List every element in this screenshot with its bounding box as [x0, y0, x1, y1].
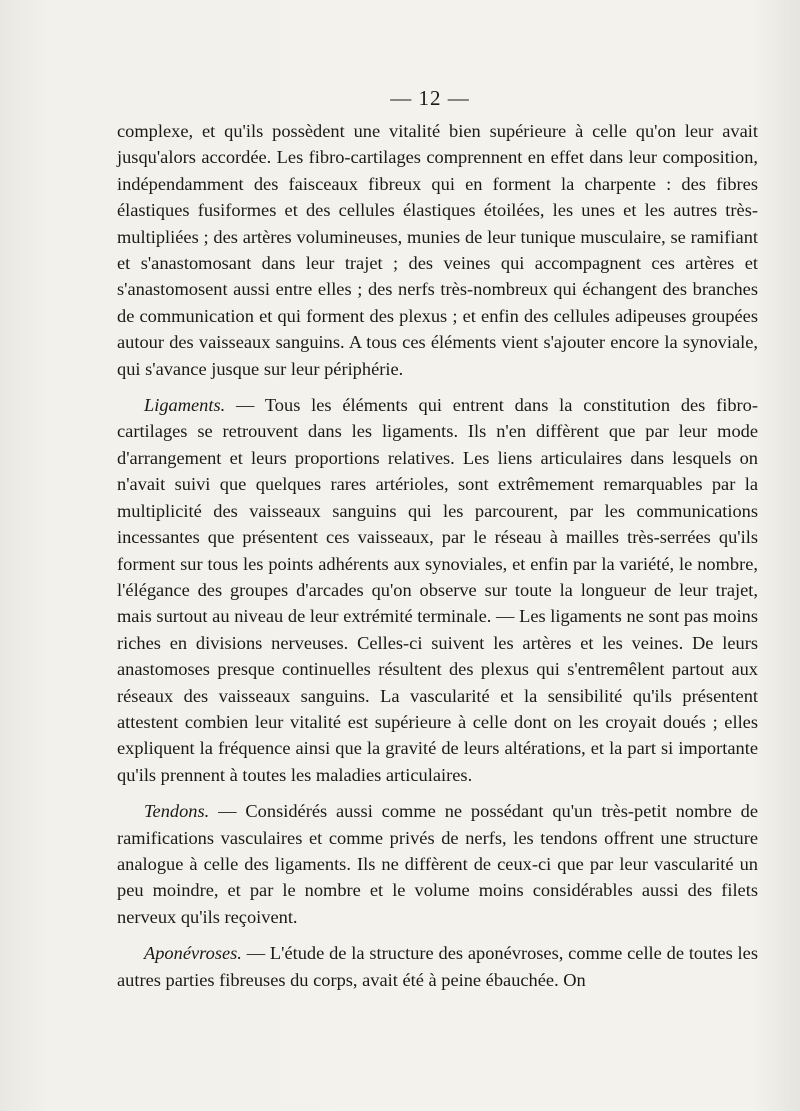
section-heading-aponevroses: Aponévroses.	[144, 943, 242, 964]
paragraph-text: — Tous les éléments qui entrent dans la constitution des fibro-cartilages se retrouvent dans les ligaments. Ils n'en diffèrent que par leur mode d'arrangement et leurs proportions relatives. Les liens articulaires dans lesquels on n'avait suivi que quelques rares artérioles, sont extrêmement remarquables par la multiplicité des vaisseaux sanguins qui les parcourent, par les communications incessantes que présentent ces vaisseaux, par le réseau à mailles très-serrées qu'ils forment sur tous les points adhérents aux synoviales, et enfin par la variété, le nombre, l'élégance des groupes d'arcades qu'on observe sur toute la longueur de leur trajet, mais surtout au niveau de leur extrémité terminale. — Les ligaments ne sont pas moins riches en divisions nerveuses. Celles-ci suivent les artères et les veines. De leurs anastomoses presque continuelles résultent des plexus qui s'entremêlent partout aux réseaux des vaisseaux sanguins. La vascularité et la sensibilité qu'ils présentent attestent combien leur vitalité est supérieure à celle dont on les croyait doués ; elles expliquent la fréquence ainsi que la gravité de leurs altérations, et la part si importante qu'ils prennent à toutes les maladies articulaires.	[117, 395, 758, 785]
paragraph-aponevroses	[117, 940, 758, 993]
paragraph-continuation	[117, 118, 758, 382]
paragraph-ligaments	[117, 392, 758, 788]
paragraph-text: complexe, et qu'ils possèdent une vitalité bien supérieure à celle qu'on leur avait jusqu'alors accordée. Les fibro-cartilages comprennent en effet dans leur composition, indépendamment des faisceaux fibreux qui en forment la charpente : des fibres élastiques fusiformes et des cellules élastiques étoilées, les unes et les autres très-multipliées ; des artères volumineuses, munies de leur tunique musculaire, se ramifiant et s'anastomosant dans leur trajet ; des veines qui accompagnent ces artères et s'anastomosent aussi entre elles ; des nerfs très-nombreux qui échangent des branches de communication et qui forment des plexus ; et enfin des cellules adipeuses groupées autour des vaisseaux sanguins. A tous ces éléments vient s'ajouter encore la synoviale, qui s'avance jusque sur leur périphérie.	[117, 121, 758, 379]
paragraph-tendons	[117, 798, 758, 930]
page-number: — 12 —	[390, 86, 470, 110]
paragraph-text: — Considérés aussi comme ne possédant qu'un très-petit nombre de ramifications vasculaires et comme privés de nerfs, les tendons offrent une structure analogue à celle des ligaments. Ils ne diffèrent de ceux-ci que par leur vascularité un peu moindre, et par le nombre et le volume moins considérables aussi des filets nerveux qu'ils reçoivent.	[117, 801, 758, 927]
section-heading-tendons: Tendons.	[144, 801, 210, 822]
body-text	[117, 118, 758, 993]
section-heading-ligaments: Ligaments.	[144, 395, 226, 416]
paragraph-text: — L'étude de la structure des aponévroses, comme celle de toutes les autres parties fibreuses du corps, avait été à peine ébauchée. On	[117, 943, 758, 990]
